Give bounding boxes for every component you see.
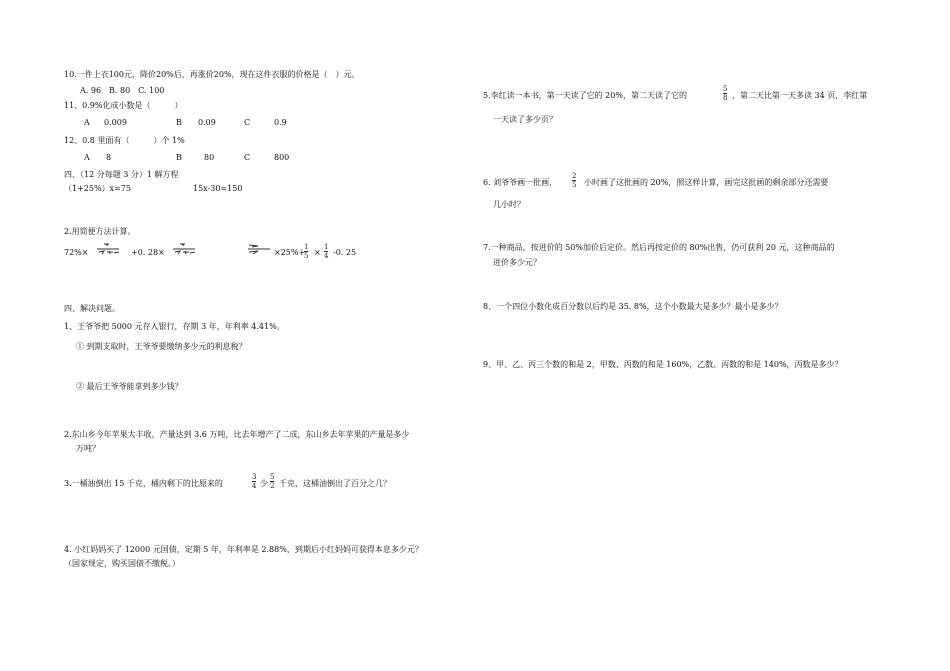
fraction-image [95, 243, 121, 255]
problem-3-part-b: 少 [260, 479, 268, 488]
section-4-title: 四、（12 分每题 3 分）1 解方程 [64, 170, 179, 179]
problem-6-part-a: 6. 刘爷爷画一批画， [483, 178, 558, 187]
option-value: 0.009 [104, 118, 127, 127]
option-value: 800 [274, 153, 290, 162]
option-label: C [244, 153, 251, 162]
fraction-image [171, 243, 197, 255]
simplify-title: 2.用简便方法计算。 [64, 227, 136, 236]
problem-3-part-c: 千克，这桶油倒出了百分之几？ [279, 479, 391, 488]
problem-5-part-b: ，第二天比第一天多读 34 页，李红第 [732, 91, 868, 100]
numerator: 5 [270, 473, 275, 481]
fraction-two-fifths [572, 172, 576, 189]
problem-6-part-b: 小时画了这批画的 20%，照这样计算，画完这批画的剩余部分还需要 [584, 178, 829, 187]
calc2-part-a: ×25%+ [274, 248, 306, 257]
problem-8: 8、一个四位小数化成百分数以后约是 35. 8%，这个小数最大是多少？最小是多少？ [483, 302, 783, 311]
denominator: 5 [572, 181, 577, 189]
denominator: 4 [252, 482, 257, 490]
option-value: 0.9 [274, 118, 287, 127]
problem-4-line-1: 4. 小红妈妈买了 12000 元国债，定期 5 年，年利率是 2.88%，到期后小红妈妈可获得本息多少元？ [64, 545, 423, 554]
problem-5-part-a: 5.李红读一本书，第一天读了它的 20%，第二天读了它的 [483, 91, 687, 100]
equation-2: 15x-30=150 [193, 184, 243, 193]
problem-7-line-1: 7.一种商品，按进价的 50%加价后定价。然后再按定价的 80%出售，仍可获利 20 元，这种商品的 [483, 243, 835, 252]
question-10: 10.一件上衣100元，降价20%后，再涨价20%，现在这件衣服的价格是（ ）元。 [64, 70, 360, 79]
problem-3-part-a: 3.一桶油倒出 15 千克，桶内剩下的比原来的 [64, 479, 223, 488]
option-value: 0.09 [198, 118, 216, 127]
fraction-five-halves [270, 473, 274, 490]
question-11: 11、0.9%化成小数是（ ） [64, 101, 183, 110]
problem-2-line-2: 万吨？ [76, 444, 100, 453]
problem-9: 9、甲、乙、丙三个数的和是 2，甲数、丙数的和是 160%，乙数、丙数的和是 140%，丙数是多少？ [483, 360, 843, 369]
problem-1: 1、王爷爷把 5000 元存入银行，存期 3 年，年利率 4.41%。 [64, 322, 285, 331]
fraction-five-eighths [723, 85, 727, 102]
problem-2-line-1: 2.东山乡今年苹果大丰收，产量达到 3.6 万吨，比去年增产了二成，东山乡去年苹果的产量是多少 [64, 430, 410, 439]
denominator: 8 [723, 94, 728, 102]
fraction-three-quarters [252, 473, 256, 490]
problem-4-line-2: （国家规定，购买国债不缴税。） [64, 559, 180, 568]
fraction-one-quarter [324, 243, 328, 260]
option-value: 8 [106, 153, 112, 162]
calc1-part-b: +0. 28× [131, 248, 165, 257]
problem-1-part-b: ② 最后王爷爷能拿到多少钱？ [76, 382, 183, 391]
option-label: A [84, 118, 90, 127]
option-label: C [244, 118, 251, 127]
numerator: 1 [304, 243, 309, 251]
calc2-part-c: -0. 25 [333, 248, 357, 257]
question-12: 12、0.8 里面有（ ）个 1% [64, 136, 185, 145]
option-label: A [84, 153, 90, 162]
problem-6-line-2: 几小时？ [493, 200, 525, 209]
denominator: 5 [304, 252, 309, 260]
problem-7-line-2: 进价多少元？ [493, 258, 541, 267]
option-label: B [176, 153, 182, 162]
numerator: 2 [572, 172, 577, 180]
numerator: 3 [252, 473, 257, 481]
numerator: 5 [723, 85, 728, 93]
fraction-one-fifth [304, 243, 308, 260]
option-label: B [176, 118, 182, 127]
denominator: 2 [270, 482, 275, 490]
problem-1-part-a: ① 到期支取时，王爷爷要缴纳多少元的利息税？ [76, 342, 247, 351]
calc2-part-b: × [314, 248, 321, 257]
problem-5-line-2: 一天读了多少页？ [493, 115, 557, 124]
option-value: 80 [204, 153, 215, 162]
problems-section-title: 四、解决问题。 [64, 304, 120, 313]
equation-1: （1+25%）x=75 [64, 184, 131, 193]
question-10-options: A. 96 B. 80 C. 100 [80, 86, 165, 95]
numerator: 1 [324, 243, 329, 251]
fraction-image [246, 243, 272, 255]
denominator: 4 [324, 252, 329, 260]
calc1-part-a: 72%× [64, 248, 89, 257]
